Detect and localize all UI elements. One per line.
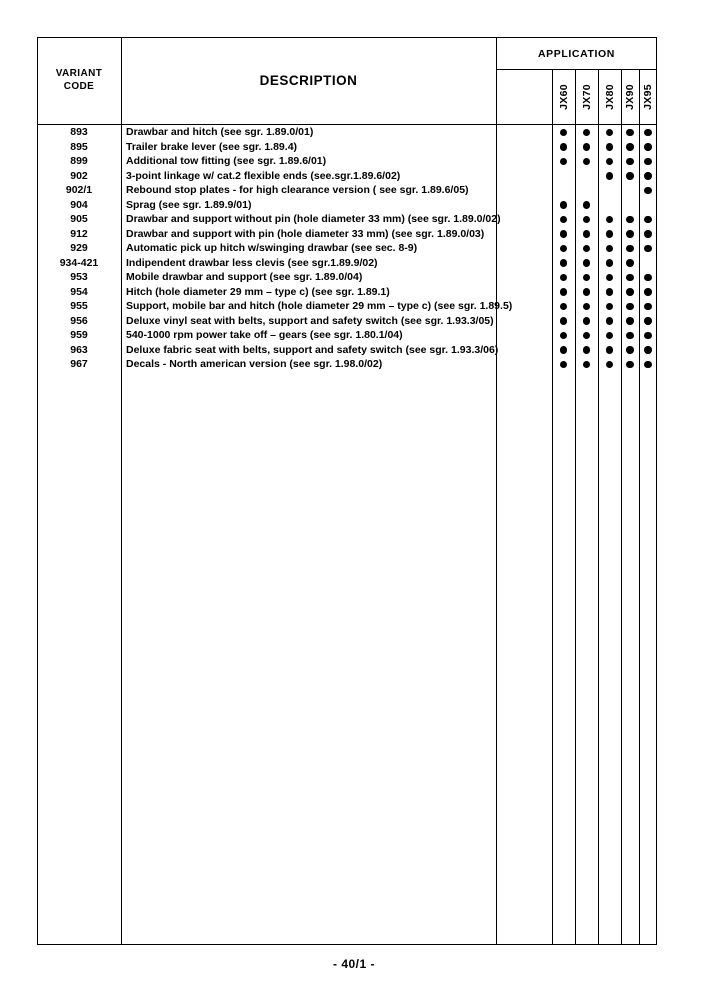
application-mark-jx60	[552, 270, 575, 285]
description-cell: Additional tow fitting (see sgr. 1.89.6/01)	[126, 155, 327, 167]
bullet-dot-filled-icon	[644, 143, 652, 151]
bullet-dot-empty-icon	[626, 201, 634, 209]
bullet-dot-empty-icon	[606, 187, 614, 195]
bullet-dot-filled-icon	[606, 230, 614, 238]
bullet-dot-filled-icon	[606, 143, 614, 151]
bullet-dot-filled-icon	[644, 172, 652, 180]
table-row	[37, 198, 657, 213]
bullet-dot-filled-icon	[626, 303, 634, 311]
application-mark-jx90	[621, 140, 639, 155]
application-mark-jx80	[598, 357, 621, 372]
application-marks	[496, 140, 657, 155]
description-cell: Drawbar and support with pin (hole diameter 33 mm) (see sgr. 1.89.0/03)	[126, 227, 485, 240]
application-mark-jx95	[639, 299, 657, 314]
application-mark-jx95	[639, 183, 657, 198]
application-mark-jx80	[598, 299, 621, 314]
bullet-dot-filled-icon	[606, 346, 614, 354]
table-row	[37, 285, 657, 300]
variant-code-cell: 959	[70, 329, 88, 341]
table-row	[37, 183, 657, 198]
bullet-dot-filled-icon	[560, 143, 568, 151]
bullet-dot-filled-icon	[626, 259, 634, 267]
description-cell: Indipendent drawbar less clevis (see sgr.1.89.9/02)	[126, 256, 378, 269]
application-mark-jx70	[575, 125, 598, 140]
table-row	[37, 140, 657, 155]
table-row	[37, 125, 657, 140]
bullet-dot-filled-icon	[626, 361, 634, 369]
bullet-dot-filled-icon	[583, 216, 591, 224]
variant-code-cell: 893	[70, 126, 88, 138]
application-column-header-jx90	[621, 70, 639, 124]
application-mark-jx70	[575, 299, 598, 314]
application-mark-jx95	[639, 154, 657, 169]
table-row	[37, 270, 657, 285]
application-mark-jx95	[639, 357, 657, 372]
application-mark-jx95	[639, 169, 657, 184]
application-mark-jx80	[598, 314, 621, 329]
table-row	[37, 212, 657, 227]
application-mark-jx90	[621, 183, 639, 198]
bullet-dot-filled-icon	[583, 143, 591, 151]
header-variant-code	[37, 37, 121, 124]
bullet-dot-empty-icon	[583, 187, 591, 195]
application-column-label: JX80	[603, 84, 616, 110]
application-mark-jx90	[621, 357, 639, 372]
bullet-dot-filled-icon	[583, 201, 591, 209]
application-mark-jx70	[575, 285, 598, 300]
application-column-label: JX70	[580, 84, 593, 110]
bullet-dot-filled-icon	[626, 158, 634, 166]
bullet-dot-filled-icon	[606, 259, 614, 267]
variant-code-cell: 899	[70, 155, 88, 167]
application-mark-jx60	[552, 198, 575, 213]
application-mark-jx70	[575, 154, 598, 169]
bullet-dot-filled-icon	[560, 230, 568, 238]
application-mark-jx70	[575, 227, 598, 242]
bullet-dot-filled-icon	[626, 332, 634, 340]
bullet-dot-filled-icon	[606, 129, 614, 137]
description-cell: Deluxe vinyl seat with belts, support and safety switch (see sgr. 1.93.3/05)	[126, 314, 494, 327]
application-mark-jx60	[552, 183, 575, 198]
application-mark-jx70	[575, 270, 598, 285]
application-marks	[496, 314, 657, 329]
table-row	[37, 328, 657, 343]
application-mark-jx60	[552, 169, 575, 184]
application-column-label: JX90	[624, 84, 637, 110]
application-mark-jx90	[621, 227, 639, 242]
bullet-dot-filled-icon	[644, 361, 652, 369]
table-row	[37, 227, 657, 242]
application-column-header-jx60	[552, 70, 575, 124]
bullet-dot-filled-icon	[560, 201, 568, 209]
bullet-dot-filled-icon	[583, 317, 591, 325]
header-variant-code-line2: CODE	[63, 80, 95, 92]
application-mark-jx95	[639, 328, 657, 343]
application-mark-jx90	[621, 241, 639, 256]
bullet-dot-filled-icon	[644, 303, 652, 311]
application-mark-jx60	[552, 227, 575, 242]
application-mark-jx95	[639, 198, 657, 213]
application-marks	[496, 183, 657, 198]
variant-rows	[37, 125, 657, 372]
application-marks	[496, 169, 657, 184]
bullet-dot-filled-icon	[606, 158, 614, 166]
description-cell: 540-1000 rpm power take off – gears (see sgr. 1.80.1/04)	[126, 329, 403, 341]
bullet-dot-filled-icon	[626, 245, 634, 253]
variant-code-cell: 953	[70, 271, 88, 283]
application-mark-jx95	[639, 125, 657, 140]
variant-code-cell: 967	[70, 358, 88, 370]
description-cell: Drawbar and support without pin (hole diameter 33 mm) (see sgr. 1.89.0/02)	[126, 213, 501, 225]
application-mark-jx70	[575, 212, 598, 227]
application-column-label: JX95	[642, 84, 655, 110]
bullet-dot-empty-icon	[626, 187, 634, 195]
application-mark-jx60	[552, 140, 575, 155]
application-mark-jx95	[639, 212, 657, 227]
bullet-dot-filled-icon	[560, 346, 568, 354]
application-mark-jx90	[621, 314, 639, 329]
bullet-dot-filled-icon	[626, 216, 634, 224]
bullet-dot-filled-icon	[560, 361, 568, 369]
variant-code-cell: 902	[70, 169, 88, 182]
header-description: DESCRIPTION	[259, 73, 358, 88]
application-mark-jx80	[598, 198, 621, 213]
description-cell: Sprag (see sgr. 1.89.9/01)	[126, 198, 252, 211]
bullet-dot-filled-icon	[606, 172, 614, 180]
application-mark-jx95	[639, 256, 657, 271]
bullet-dot-empty-icon	[644, 259, 652, 267]
variant-code-cell: 956	[70, 314, 88, 327]
application-column-label: JX60	[557, 84, 570, 110]
description-cell: Deluxe fabric seat with belts, support and safety switch (see sgr. 1.93.3/06)	[126, 343, 499, 356]
description-cell: Mobile drawbar and support (see sgr. 1.89.0/04)	[126, 271, 363, 283]
application-marks	[496, 256, 657, 271]
application-mark-jx80	[598, 328, 621, 343]
variant-code-cell: 934-421	[59, 256, 99, 269]
bullet-dot-filled-icon	[583, 158, 591, 166]
application-mark-jx90	[621, 154, 639, 169]
application-marks	[496, 299, 657, 314]
bullet-dot-filled-icon	[583, 303, 591, 311]
bullet-dot-filled-icon	[606, 317, 614, 325]
application-mark-jx80	[598, 212, 621, 227]
application-column-header-jx80	[598, 70, 621, 124]
application-mark-jx70	[575, 343, 598, 358]
application-mark-jx80	[598, 270, 621, 285]
header-variant-code-line1: VARIANT	[55, 68, 103, 79]
application-mark-jx60	[552, 212, 575, 227]
bullet-dot-filled-icon	[626, 172, 634, 180]
application-mark-jx60	[552, 299, 575, 314]
description-cell: Trailer brake lever (see sgr. 1.89.4)	[126, 140, 298, 153]
bullet-dot-filled-icon	[583, 274, 591, 282]
bullet-dot-filled-icon	[626, 346, 634, 354]
application-marks	[496, 270, 657, 285]
bullet-dot-filled-icon	[606, 216, 614, 224]
application-mark-jx95	[639, 343, 657, 358]
application-mark-jx90	[621, 256, 639, 271]
bullet-dot-filled-icon	[606, 288, 614, 296]
bullet-dot-filled-icon	[644, 187, 652, 195]
application-mark-jx90	[621, 285, 639, 300]
table-row	[37, 357, 657, 372]
application-mark-jx60	[552, 256, 575, 271]
application-mark-jx80	[598, 256, 621, 271]
bullet-dot-filled-icon	[583, 245, 591, 253]
application-banner-label: APPLICATION	[538, 47, 615, 60]
application-mark-jx95	[639, 241, 657, 256]
bullet-dot-filled-icon	[626, 230, 634, 238]
application-mark-jx70	[575, 357, 598, 372]
table-row	[37, 314, 657, 329]
application-mark-jx60	[552, 343, 575, 358]
application-mark-jx60	[552, 314, 575, 329]
bullet-dot-filled-icon	[583, 361, 591, 369]
application-mark-jx80	[598, 285, 621, 300]
bullet-dot-filled-icon	[606, 274, 614, 282]
variant-code-cell: 902/1	[65, 184, 93, 196]
variant-code-cell: 963	[70, 343, 88, 356]
application-column-header-jx70	[575, 70, 598, 124]
application-mark-jx80	[598, 154, 621, 169]
bullet-dot-filled-icon	[644, 332, 652, 340]
application-marks	[496, 125, 657, 140]
description-cell: Rebound stop plates - for high clearance version ( see sgr. 1.89.6/05)	[126, 184, 469, 196]
bullet-dot-filled-icon	[606, 361, 614, 369]
bullet-dot-filled-icon	[560, 274, 568, 282]
bullet-dot-filled-icon	[644, 230, 652, 238]
bullet-dot-filled-icon	[583, 346, 591, 354]
application-mark-jx70	[575, 256, 598, 271]
application-mark-jx80	[598, 183, 621, 198]
table-row	[37, 154, 657, 169]
bullet-dot-filled-icon	[560, 245, 568, 253]
application-marks	[496, 285, 657, 300]
bullet-dot-filled-icon	[626, 288, 634, 296]
application-mark-jx70	[575, 140, 598, 155]
description-cell: Drawbar and hitch (see sgr. 1.89.0/01)	[126, 126, 314, 138]
bullet-dot-filled-icon	[606, 245, 614, 253]
bullet-dot-filled-icon	[583, 332, 591, 340]
application-mark-jx90	[621, 169, 639, 184]
application-column-header-jx95	[639, 70, 657, 124]
application-mark-jx95	[639, 285, 657, 300]
bullet-dot-filled-icon	[606, 332, 614, 340]
bullet-dot-filled-icon	[583, 288, 591, 296]
application-mark-jx70	[575, 328, 598, 343]
bullet-dot-empty-icon	[606, 201, 614, 209]
variant-code-cell: 912	[70, 227, 88, 240]
application-mark-jx80	[598, 125, 621, 140]
variant-code-cell: 904	[70, 198, 88, 211]
application-mark-jx95	[639, 227, 657, 242]
bullet-dot-filled-icon	[644, 274, 652, 282]
bullet-dot-empty-icon	[560, 187, 568, 195]
application-mark-jx90	[621, 125, 639, 140]
application-mark-jx90	[621, 343, 639, 358]
table-row	[37, 169, 657, 184]
application-mark-jx90	[621, 270, 639, 285]
description-cell: 3-point linkage w/ cat.2 flexible ends (see.sgr.1.89.6/02)	[126, 169, 401, 182]
bullet-dot-filled-icon	[583, 129, 591, 137]
bullet-dot-filled-icon	[626, 274, 634, 282]
bullet-dot-filled-icon	[626, 317, 634, 325]
bullet-dot-filled-icon	[606, 303, 614, 311]
description-cell: Hitch (hole diameter 29 mm – type c) (see sgr. 1.89.1)	[126, 285, 390, 298]
description-cell: Decals - North american version (see sgr. 1.98.0/02)	[126, 358, 383, 370]
application-mark-jx60	[552, 328, 575, 343]
table-row	[37, 343, 657, 358]
bullet-dot-filled-icon	[560, 259, 568, 267]
application-mark-jx60	[552, 357, 575, 372]
application-mark-jx70	[575, 183, 598, 198]
application-mark-jx60	[552, 285, 575, 300]
bullet-dot-filled-icon	[644, 288, 652, 296]
application-mark-jx80	[598, 343, 621, 358]
application-mark-jx80	[598, 169, 621, 184]
bullet-dot-filled-icon	[560, 317, 568, 325]
description-cell: Support, mobile bar and hitch (hole diameter 29 mm – type c) (see sgr. 1.89.5)	[126, 300, 513, 312]
bullet-dot-filled-icon	[626, 143, 634, 151]
bullet-dot-filled-icon	[644, 216, 652, 224]
description-cell: Automatic pick up hitch w/swinging drawbar (see sec. 8-9)	[126, 242, 418, 254]
application-mark-jx70	[575, 169, 598, 184]
bullet-dot-empty-icon	[583, 172, 591, 180]
application-mark-jx90	[621, 299, 639, 314]
application-marks	[496, 241, 657, 256]
variant-code-cell: 895	[70, 140, 88, 153]
bullet-dot-empty-icon	[644, 201, 652, 209]
application-mark-jx95	[639, 140, 657, 155]
application-mark-jx90	[621, 212, 639, 227]
table-row	[37, 256, 657, 271]
variant-code-cell: 954	[70, 285, 88, 298]
bullet-dot-empty-icon	[560, 172, 568, 180]
application-mark-jx95	[639, 314, 657, 329]
application-mark-jx80	[598, 140, 621, 155]
table-row	[37, 299, 657, 314]
bullet-dot-filled-icon	[560, 332, 568, 340]
application-mark-jx70	[575, 314, 598, 329]
application-marks	[496, 198, 657, 213]
application-mark-jx80	[598, 241, 621, 256]
bullet-dot-filled-icon	[560, 288, 568, 296]
application-mark-jx60	[552, 241, 575, 256]
bullet-dot-filled-icon	[560, 129, 568, 137]
page-footer: - 40/1 -	[332, 957, 375, 971]
variant-code-cell: 929	[70, 242, 88, 254]
bullet-dot-filled-icon	[644, 129, 652, 137]
bullet-dot-filled-icon	[644, 346, 652, 354]
bullet-dot-filled-icon	[644, 317, 652, 325]
application-mark-jx90	[621, 198, 639, 213]
bullet-dot-filled-icon	[583, 259, 591, 267]
application-marks	[496, 154, 657, 169]
application-mark-jx80	[598, 227, 621, 242]
bullet-dot-filled-icon	[560, 303, 568, 311]
application-marks	[496, 212, 657, 227]
bullet-dot-filled-icon	[644, 158, 652, 166]
application-mark-jx60	[552, 125, 575, 140]
application-mark-jx60	[552, 154, 575, 169]
application-marks	[496, 227, 657, 242]
table-row	[37, 241, 657, 256]
bullet-dot-filled-icon	[583, 230, 591, 238]
application-mark-jx70	[575, 198, 598, 213]
bullet-dot-filled-icon	[560, 216, 568, 224]
application-mark-jx95	[639, 270, 657, 285]
variant-code-cell: 905	[70, 213, 88, 225]
application-marks	[496, 357, 657, 372]
bullet-dot-filled-icon	[560, 158, 568, 166]
application-mark-jx90	[621, 328, 639, 343]
bullet-dot-filled-icon	[626, 129, 634, 137]
application-marks	[496, 343, 657, 358]
bullet-dot-filled-icon	[644, 245, 652, 253]
application-marks	[496, 328, 657, 343]
application-mark-jx70	[575, 241, 598, 256]
variant-code-cell: 955	[70, 300, 88, 312]
